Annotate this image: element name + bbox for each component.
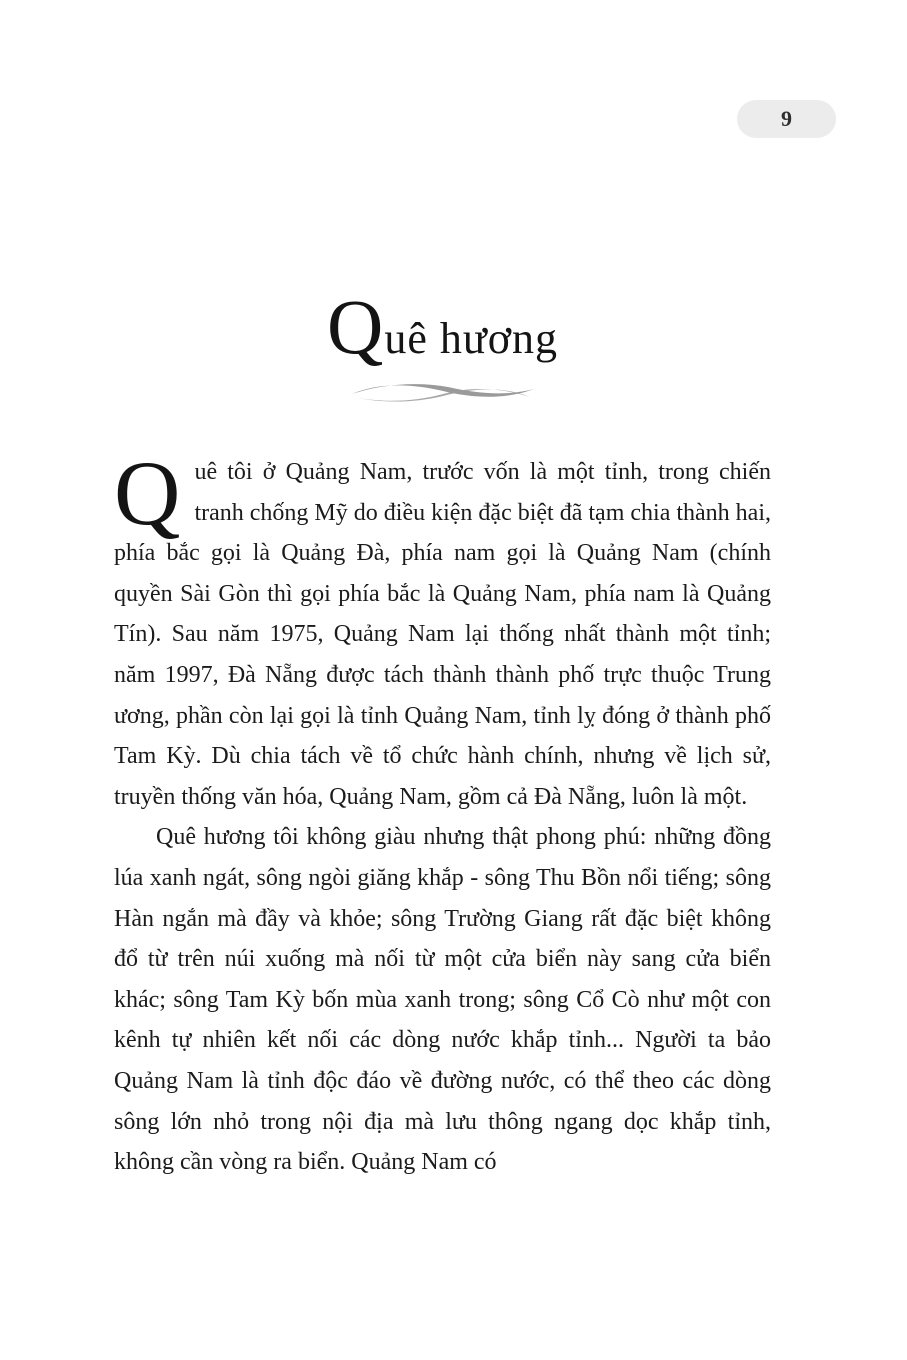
page-number-badge [737,100,836,138]
body-text [114,442,771,1183]
paragraph-2 [114,817,771,1182]
flourish-divider-icon [114,380,771,410]
dropcap: Q [114,442,181,544]
paragraph-1 [114,442,771,817]
paragraph-1-text: uê tôi ở Quảng Nam, trước vốn là một tỉnh, trong chiến tranh chống Mỹ do điều kiện đặc biệt đã tạm chia thành hai, phía bắc gọi là Quảng Đà, phía nam gọi là Quảng Nam (chính quyền Sài Gòn thì gọi phía bắc là Quảng Nam, phía nam là Quảng Tín). Sau năm 1975, Quảng Nam lại thống nhất thành một tỉnh; năm 1997, Đà Nẵng được tách thành thành phố trực thuộc Trung ương, phần còn lại gọi là tỉnh Quảng Nam, tỉnh lỵ đóng ở thành phố Tam Kỳ. Dù chia tách về tổ chức hành chính, nhưng về lịch sử, truyền thống văn hóa, Quảng Nam, gồm cả Đà Nẵng, luôn là một. [114,459,771,810]
page-number: 9 [781,106,792,131]
chapter-title-rest: uê hương [384,314,558,363]
chapter-title-initial: Q [327,283,385,370]
paragraph-2-text: Quê hương tôi không giàu nhưng thật phong phú: những đồng lúa xanh ngát, sông ngòi giăng khắp - sông Thu Bồn nổi tiếng; sông Hàn ngắn mà đầy và khỏe; sông Trường Giang rất đặc biệt không đổ từ trên núi xuống mà nối từ một cửa biển này sang cửa biển khác; sông Tam Kỳ bốn mùa xanh trong; sông Cổ Cò như một con kênh tự nhiên kết nối các dòng nước khắp tỉnh... Người ta bảo Quảng Nam là tỉnh độc đáo về đường nước, có thể theo các dòng sông lớn nhỏ trong nội địa mà lưu thông ngang dọc khắp tỉnh, không cần vòng ra biển. Quảng Nam có [114,824,771,1176]
chapter-title [114,0,771,370]
